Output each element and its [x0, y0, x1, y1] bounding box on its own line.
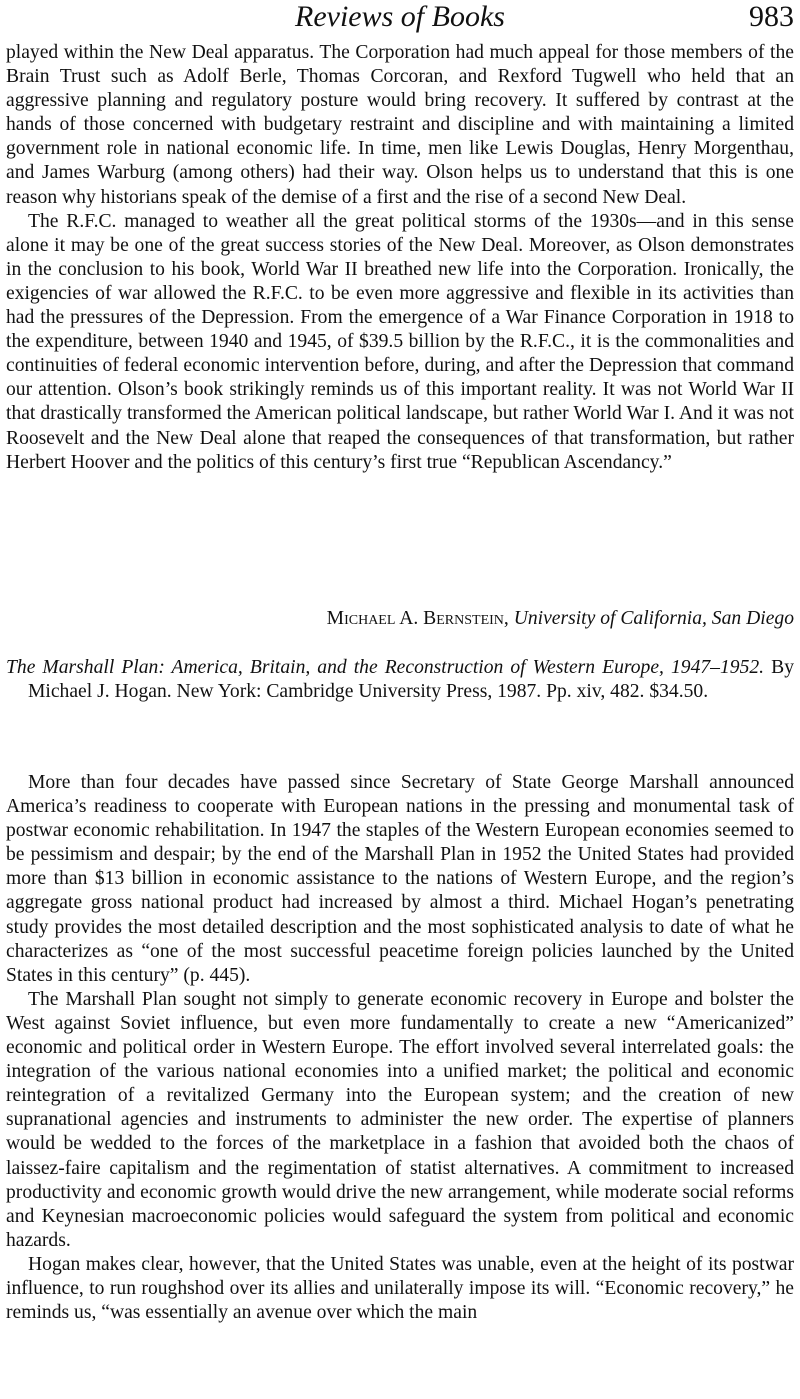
reviewer-name: Michael A. Bernstein,	[326, 608, 509, 629]
book-citation	[6, 656, 794, 704]
paragraph: More than four decades have passed since Secretary of State George Marshall announced America’s readiness to cooperate with European nations in the pressing and monumental task of postwar economic rehabilitation. In 1947 the staples of the Western European economies seemed to be pessimism and despair; by the end of the Marshall Plan in 1952 the United States had provided more than $13 billion in economic assistance to the nations of Western Europe, and the region’s aggregate gross national product had increased by almost a third. Michael Hogan’s penetrating study provides the most detailed description and the most sophisticated analysis to date of what he characterizes as “one of the most successful peacetime foreign policies launched by the United States in this century” (p. 445).	[6, 772, 794, 986]
review-one-body	[6, 41, 794, 475]
page-number: 983	[749, 0, 794, 33]
reviewer-signature	[327, 607, 794, 631]
reviewer-affiliation: University of California, San Diego	[513, 608, 794, 629]
paragraph: Hogan makes clear, however, that the United States was unable, even at the height of its postwar influence, to run roughshod over its allies and unilaterally impose its will. “Economic recovery,” he reminds us, “was essentially an avenue over which the main	[6, 1253, 794, 1324]
paragraph: The Marshall Plan sought not simply to generate economic recovery in Europe and bolster the West against Soviet influence, but even more fundamentally to create a new “Americanized” economic and political order in Western Europe. The effort involved several interrelated goals: the integration of the various national economies into a unified market; the political and economic reintegration of a revitalized Germany into the European system; and the creation of new supranational agencies and instruments to administer the new order. The expertise of planners would be wedded to the forces of the marketplace in a fashion that avoided both the chaos of laissez-faire capitalism and the regimentation of statist alternatives. A commitment to increased productivity and economic growth would drive the new arrangement, while moderate social reforms and Keynesian macroeconomic policies would safeguard the system from political and economic hazards.	[6, 988, 794, 1251]
review-two-body	[6, 771, 794, 1325]
running-header	[0, 0, 800, 36]
book-details: By Michael J. Hogan. New York: Cambridge University Press, 1987. Pp. xiv, 482. $34.50.	[28, 657, 794, 702]
paragraph: The R.F.C. managed to weather all the great political storms of the 1930s—and in this sense alone it may be one of the great success stories of the New Deal. Moreover, as Olson demonstrates in the conclusion to his book, World War II breathed new life into the Corporation. Ironically, the exigencies of war allowed the R.F.C. to be even more aggressive and flexible in its activities than had the pressures of the Depression. From the emergence of a War Finance Corporation in 1918 to the expenditure, between 1940 and 1945, of $39.5 billion by the R.F.C., it is the commonalities and continuities of federal economic intervention before, during, and after the Depression that command our attention. Olson’s book strikingly reminds us of this important reality. It was not World War II that drastically transformed the American political landscape, but rather World War I. And it was not Roosevelt and the New Deal alone that reaped the consequences of that transformation, but rather Herbert Hoover and the politics of this century’s first true “Republican Ascendancy.”	[6, 210, 794, 473]
paragraph: played within the New Deal apparatus. The Corporation had much appeal for those members of the Brain Trust such as Adolf Berle, Thomas Corcoran, and Rexford Tugwell who held that an aggressive planning and regulatory posture would bring recovery. It suffered by contrast at the hands of those concerned with budgetary restraint and discipline and with maintaining a limited government role in national economic life. In time, men like Lewis Douglas, Henry Morgenthau, and James Warburg (among others) had their way. Olson helps us to understand that this is one reason why historians speak of the demise of a first and the rise of a second New Deal.	[6, 42, 794, 208]
book-title: The Marshall Plan: America, Britain, and the Reconstruction of Western Europe, 1947–1952.	[6, 657, 765, 678]
running-title: Reviews of Books	[295, 0, 505, 33]
